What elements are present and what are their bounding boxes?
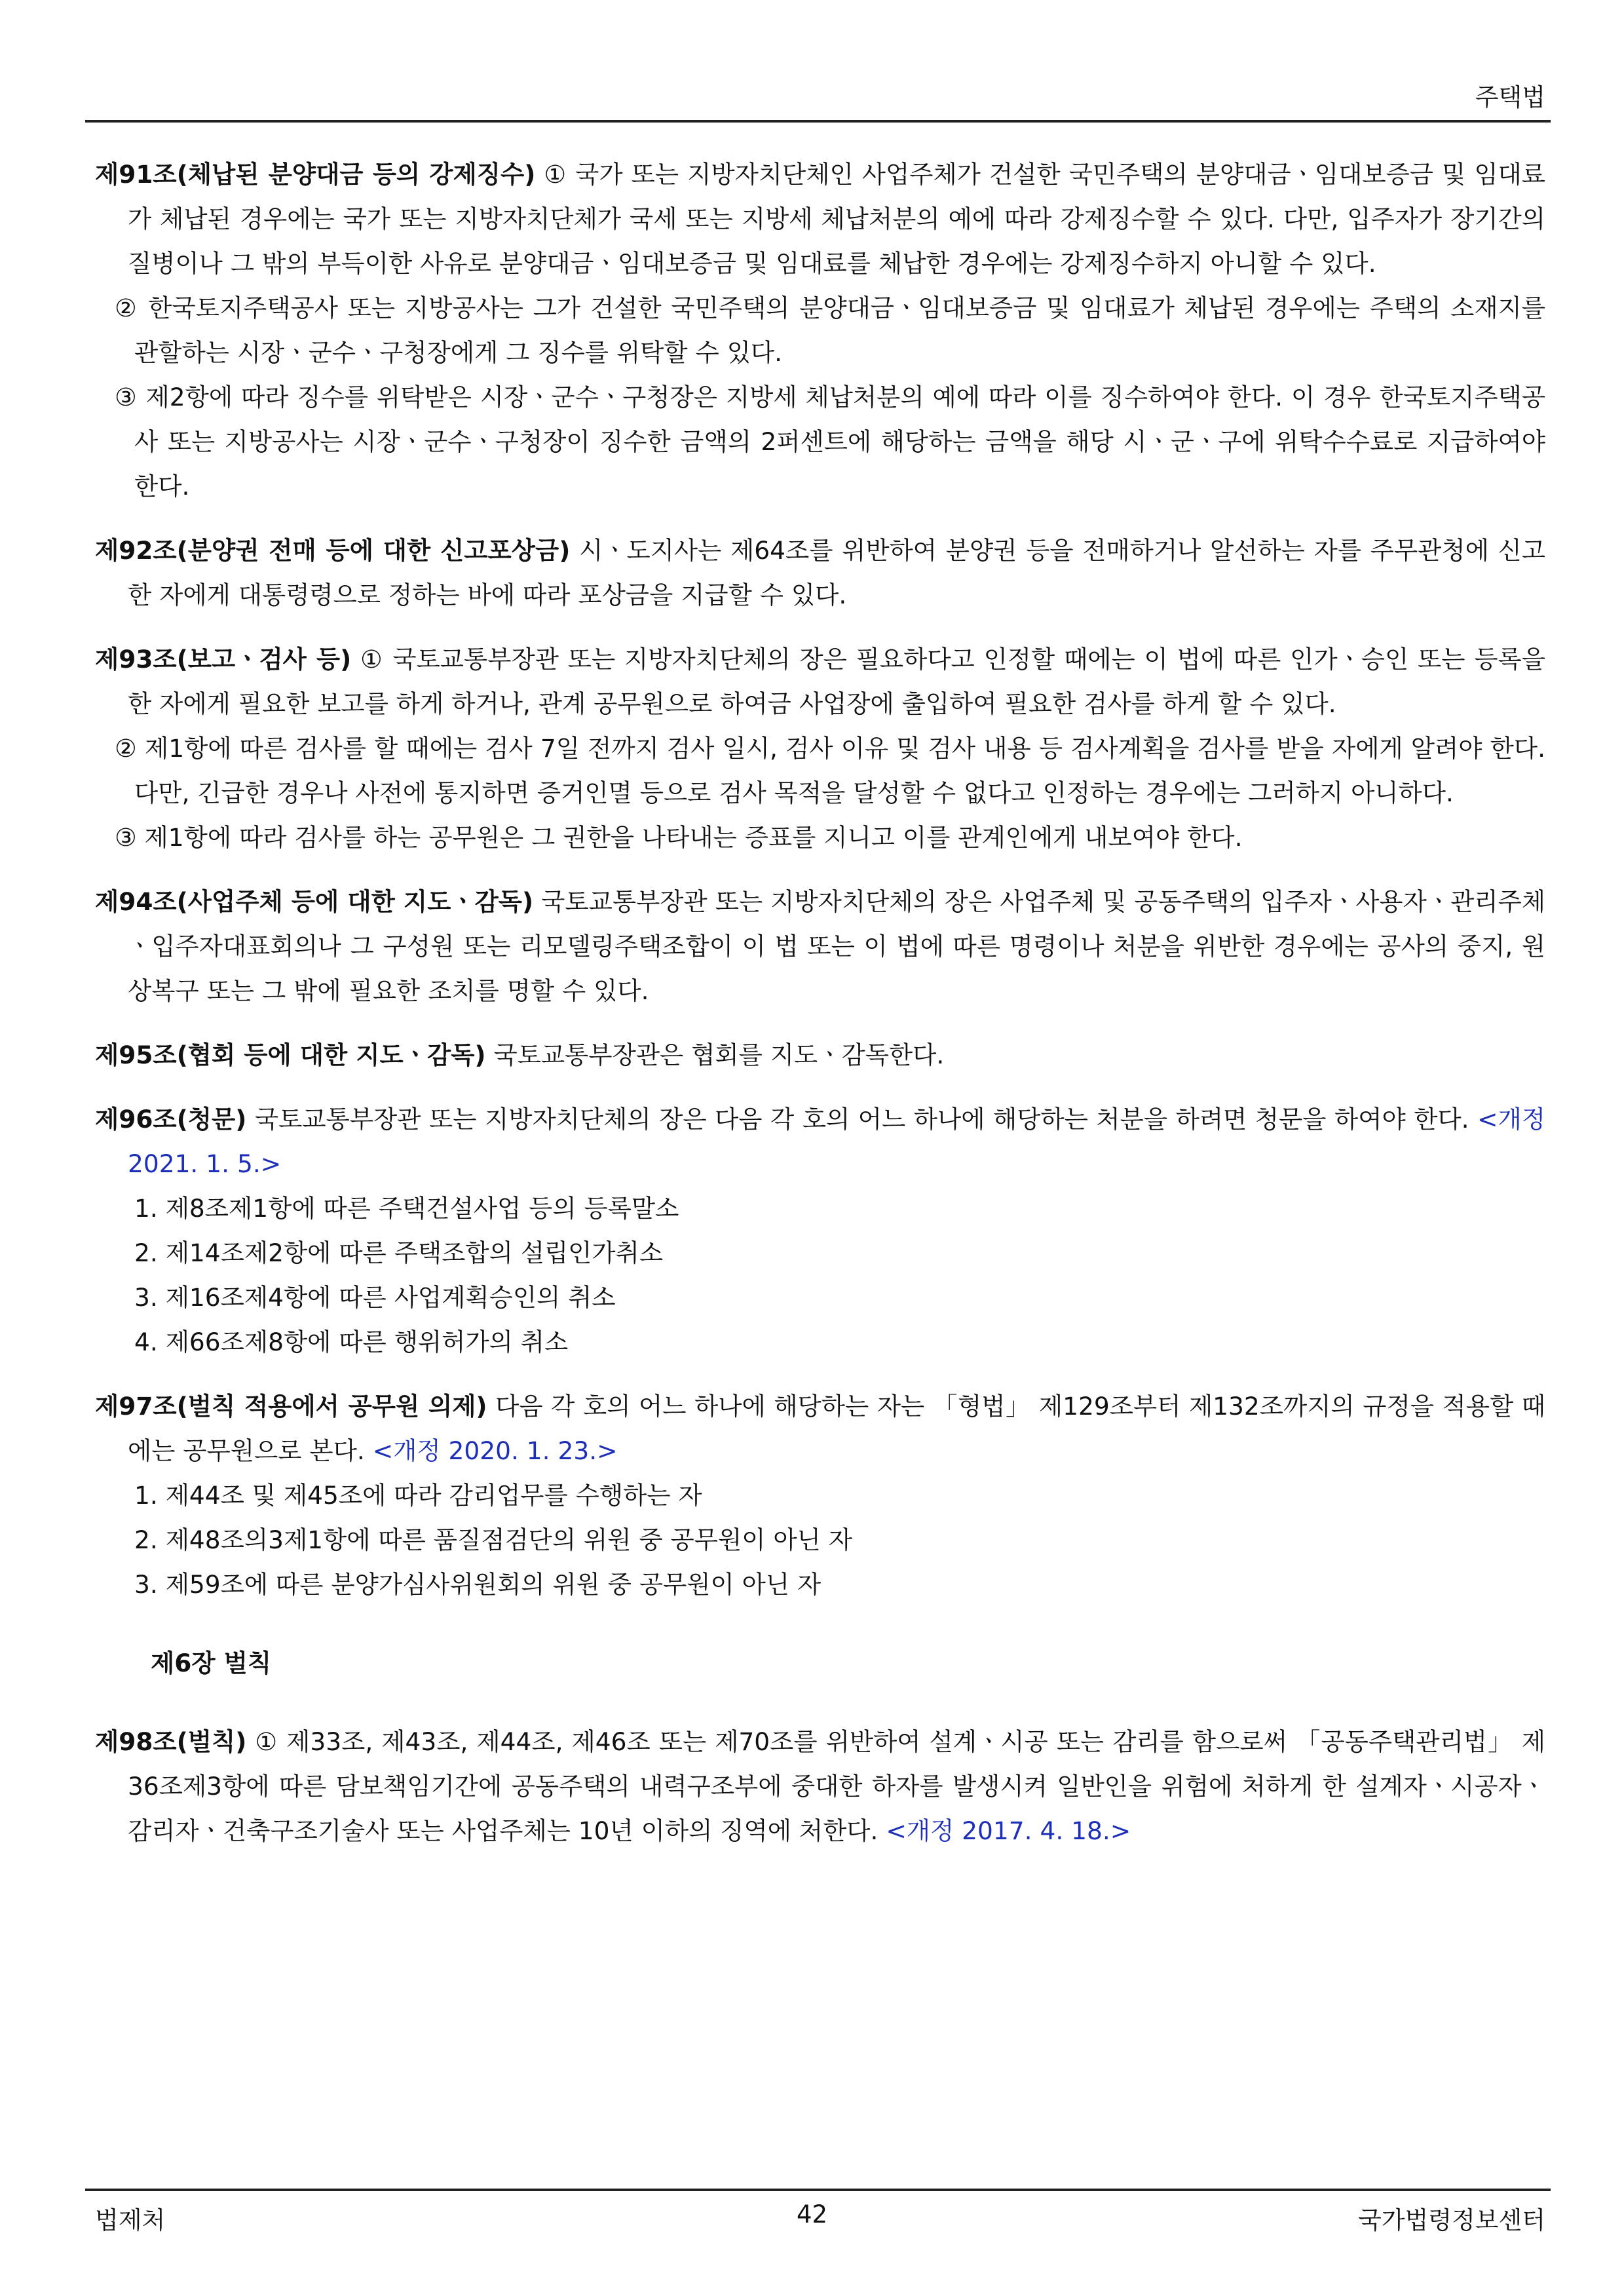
- article-91: [95, 152, 1545, 508]
- article-94-heading: 제94조(사업주체 등에 대한 지도ㆍ감독): [95, 887, 534, 916]
- article-98-main: [95, 1719, 1545, 1853]
- article-97-main: [95, 1384, 1545, 1473]
- article-94-text: 국토교통부장관 또는 지방자치단체의 장은 사업주체 및 공동주택의 입주자ㆍ사용자ㆍ관리주체ㆍ입주자대표회의나 그 구성원 또는 리모델링주택조합이 이 법 또는 이 법에 따른 명령이나 처분을 위반한 경우에는 공사의 중지, 원상복구 또는 그 밖에 필요한 조치를 명할 수 있다.: [128, 887, 1545, 1005]
- footer-publisher: 법제처: [95, 2206, 166, 2234]
- article-98-heading: 제98조(벌칙): [95, 1727, 247, 1756]
- article-92: [95, 528, 1545, 617]
- article-96: [95, 1097, 1545, 1364]
- article-96-item-3: 3. 제16조제4항에 따른 사업계획승인의 취소: [134, 1283, 616, 1312]
- article-97: [95, 1384, 1545, 1607]
- article-97-item-1: 1. 제44조 및 제45조에 따라 감리업무를 수행하는 자: [134, 1481, 702, 1510]
- article-96-item-1: 1. 제8조제1항에 따른 주택건설사업 등의 등록말소: [134, 1194, 679, 1223]
- article-93-heading: 제93조(보고ㆍ검사 등): [95, 645, 352, 674]
- article-95-main: [95, 1033, 1545, 1077]
- article-96-main: [95, 1097, 1545, 1186]
- footer-divider: [85, 2189, 1551, 2191]
- page-number: 42: [796, 2200, 828, 2229]
- article-97-item-3: 3. 제59조에 따른 분양가심사위원회의 위원 중 공무원이 아닌 자: [134, 1570, 821, 1599]
- header-divider: [85, 120, 1551, 123]
- article-92-main: [95, 528, 1545, 617]
- article-95: [95, 1033, 1545, 1077]
- article-97-text: 다음 각 호의 어느 하나에 해당하는 자는 「형법」 제129조부터 제132조까지의 규정을 적용할 때에는 공무원으로 본다.: [128, 1392, 1545, 1465]
- article-92-text: 시ㆍ도지사는 제64조를 위반하여 분양권 등을 전매하거나 알선하는 자를 주무관청에 신고한 자에게 대통령령으로 정하는 바에 따라 포상금을 지급할 수 있다.: [128, 536, 1545, 609]
- article-93-paragraph-3: ③ 제1항에 따라 검사를 하는 공무원은 그 권한을 나타내는 증표를 지니고 이를 관계인에게 내보여야 한다.: [115, 823, 1243, 852]
- article-94-main: [95, 879, 1545, 1013]
- footer-source: 국가법령정보센터: [1358, 2206, 1545, 2234]
- article-93-main: [95, 637, 1545, 726]
- article-93-paragraph-2: ② 제1항에 따른 검사를 할 때에는 검사 7일 전까지 검사 일시, 검사 이유 및 검사 내용 등 검사계획을 검사를 받을 자에게 알려야 한다. 다만, 긴급한 경우나 사전에 통지하면 증거인멸 등으로 검사 목적을 달성할 수 없다고 인정하는 경우에는 그러하지 아니하다.: [115, 734, 1545, 807]
- article-96-item-2: 2. 제14조제2항에 따른 주택조합의 설립인가취소: [134, 1238, 664, 1267]
- article-97-item-2: 2. 제48조의3제1항에 따른 품질점검단의 위원 중 공무원이 아닌 자: [134, 1525, 852, 1554]
- article-98-amendment-note: <개정 2017. 4. 18.>: [886, 1816, 1131, 1845]
- article-91-paragraph-2: ② 한국토지주택공사 또는 지방공사는 그가 건설한 국민주택의 분양대금ㆍ임대보증금 및 임대료가 체납된 경우에는 주택의 소재지를 관할하는 시장ㆍ군수ㆍ구청장에게 그 징수를 위탁할 수 있다.: [115, 294, 1545, 367]
- article-94: [95, 879, 1545, 1013]
- article-96-heading: 제96조(청문): [95, 1105, 247, 1134]
- article-96-text: 국토교통부장관 또는 지방자치단체의 장은 다음 각 호의 어느 하나에 해당하는 처분을 하려면 청문을 하여야 한다.: [246, 1105, 1478, 1134]
- article-91-heading: 제91조(체납된 분양대금 등의 강제징수): [95, 160, 536, 189]
- article-97-heading: 제97조(벌칙 적용에서 공무원 의제): [95, 1392, 487, 1421]
- article-91-main: [95, 152, 1545, 286]
- article-98: [95, 1719, 1545, 1853]
- article-92-heading: 제92조(분양권 전매 등에 대한 신고포상금): [95, 536, 571, 565]
- article-91-text: ① 국가 또는 지방자치단체인 사업주체가 건설한 국민주택의 분양대금ㆍ임대보증금 및 임대료가 체납된 경우에는 국가 또는 지방자치단체가 국세 또는 지방세 체납처분의 예에 따라 강제징수할 수 있다. 다만, 입주자가 장기간의 질병이나 그 밖의 부득이한 사유로 분양대금ㆍ임대보증금 및 임대료를 체납한 경우에는 강제징수하지 아니할 수 있다.: [128, 160, 1545, 278]
- article-96-item-4: 4. 제66조제8항에 따른 행위허가의 취소: [134, 1328, 569, 1356]
- article-97-amendment-note: <개정 2020. 1. 23.>: [372, 1436, 618, 1465]
- article-96-amendment-note: <개정 2021. 1. 5.>: [128, 1105, 1545, 1178]
- article-98-text: ① 제33조, 제43조, 제44조, 제46조 또는 제70조를 위반하여 설계ㆍ시공 또는 감리를 함으로써 「공동주택관리법」 제36조제3항에 따른 담보책임기간에 공동주택의 내력구조부에 중대한 하자를 발생시켜 일반인을 위험에 처하게 한 설계자ㆍ시공자ㆍ감리자ㆍ건축구조기술사 또는 사업주체는 10년 이하의 징역에 처한다.: [128, 1727, 1545, 1845]
- article-91-paragraph-3: ③ 제2항에 따라 징수를 위탁받은 시장ㆍ군수ㆍ구청장은 지방세 체납처분의 예에 따라 이를 징수하여야 한다. 이 경우 한국토지주택공사 또는 지방공사는 시장ㆍ군수ㆍ구청장이 징수한 금액의 2퍼센트에 해당하는 금액을 해당 시ㆍ군ㆍ구에 위탁수수료로 지급하여야 한다.: [115, 383, 1545, 501]
- article-93: [95, 637, 1545, 860]
- article-95-heading: 제95조(협회 등에 대한 지도ㆍ감독): [95, 1041, 486, 1069]
- article-95-text: 국토교통부장관은 협회를 지도ㆍ감독한다.: [485, 1041, 945, 1069]
- document-body: [95, 152, 1545, 1873]
- page-header-title: 주택법: [1475, 83, 1545, 111]
- chapter-heading: 제6장 벌칙: [151, 1649, 272, 1677]
- article-93-text: ① 국토교통부장관 또는 지방자치단체의 장은 필요하다고 인정할 때에는 이 법에 따른 인가ㆍ승인 또는 등록을 한 자에게 필요한 보고를 하게 하거나, 관계 공무원으로 하여금 사업장에 출입하여 필요한 검사를 하게 할 수 있다.: [128, 645, 1545, 718]
